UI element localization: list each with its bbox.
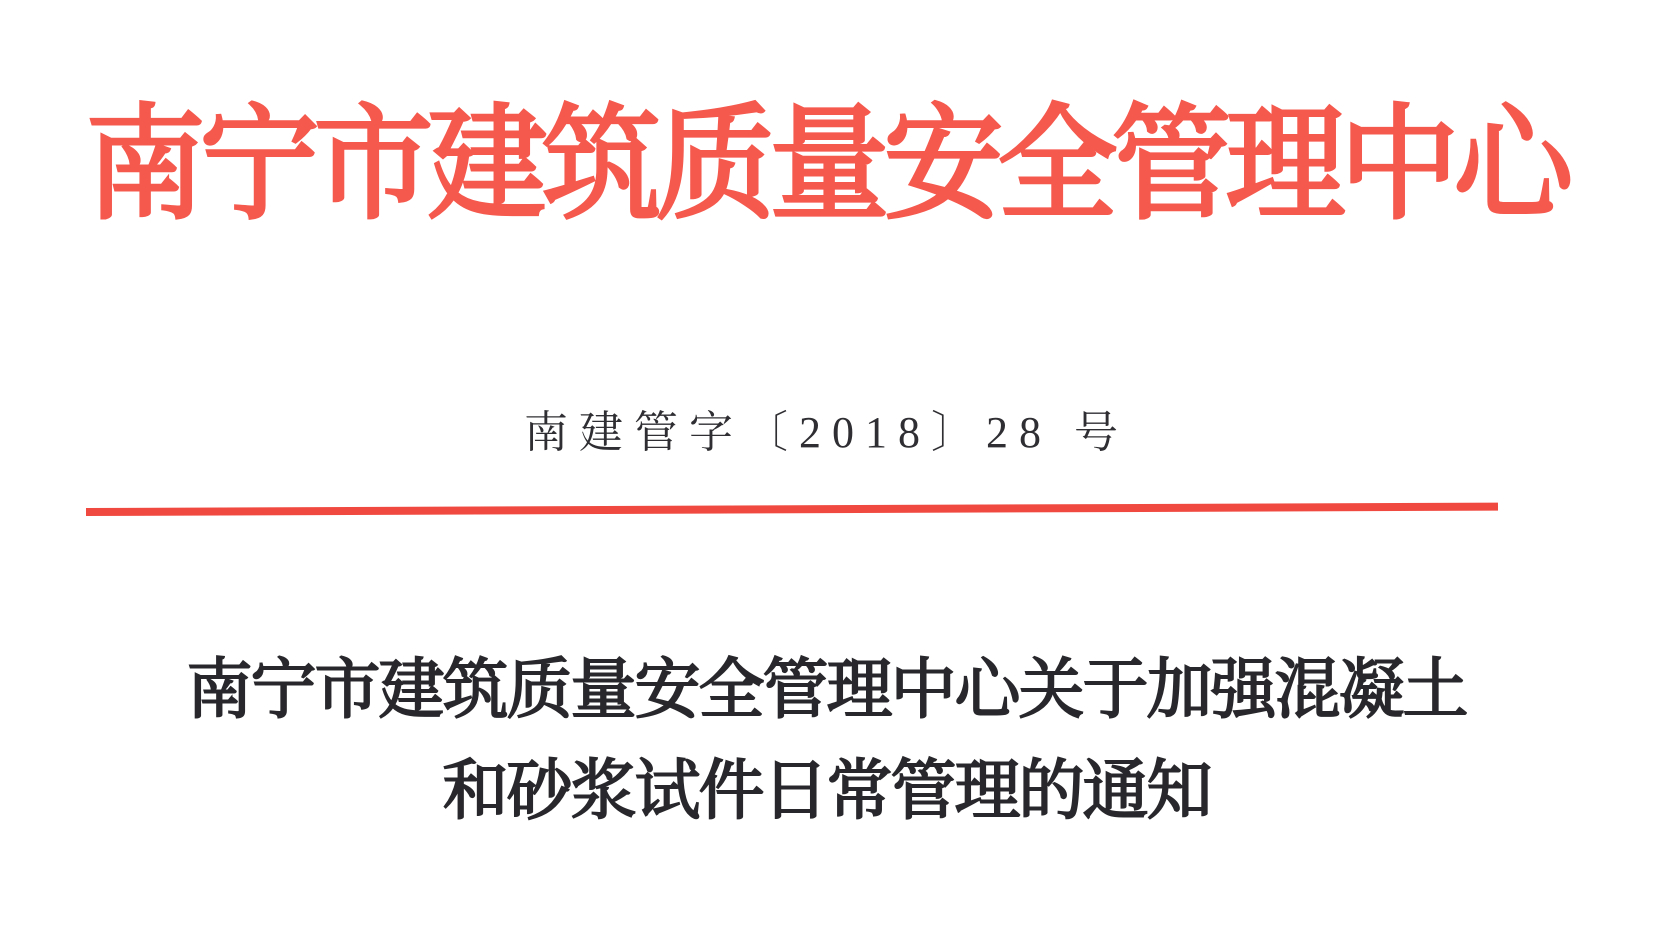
- red-divider-line: [86, 503, 1498, 516]
- document-number: 南建管字〔2018〕28 号: [524, 408, 1129, 457]
- document-title-line2: 和砂浆试件日常管理的通知: [442, 755, 1211, 828]
- document-title: [0, 640, 1653, 842]
- document-title-line1: 南宁市建筑质量安全管理中心关于加强混凝土: [186, 654, 1467, 727]
- letterhead-agency-name: 南宁市建筑质量安全管理中心: [85, 96, 1568, 235]
